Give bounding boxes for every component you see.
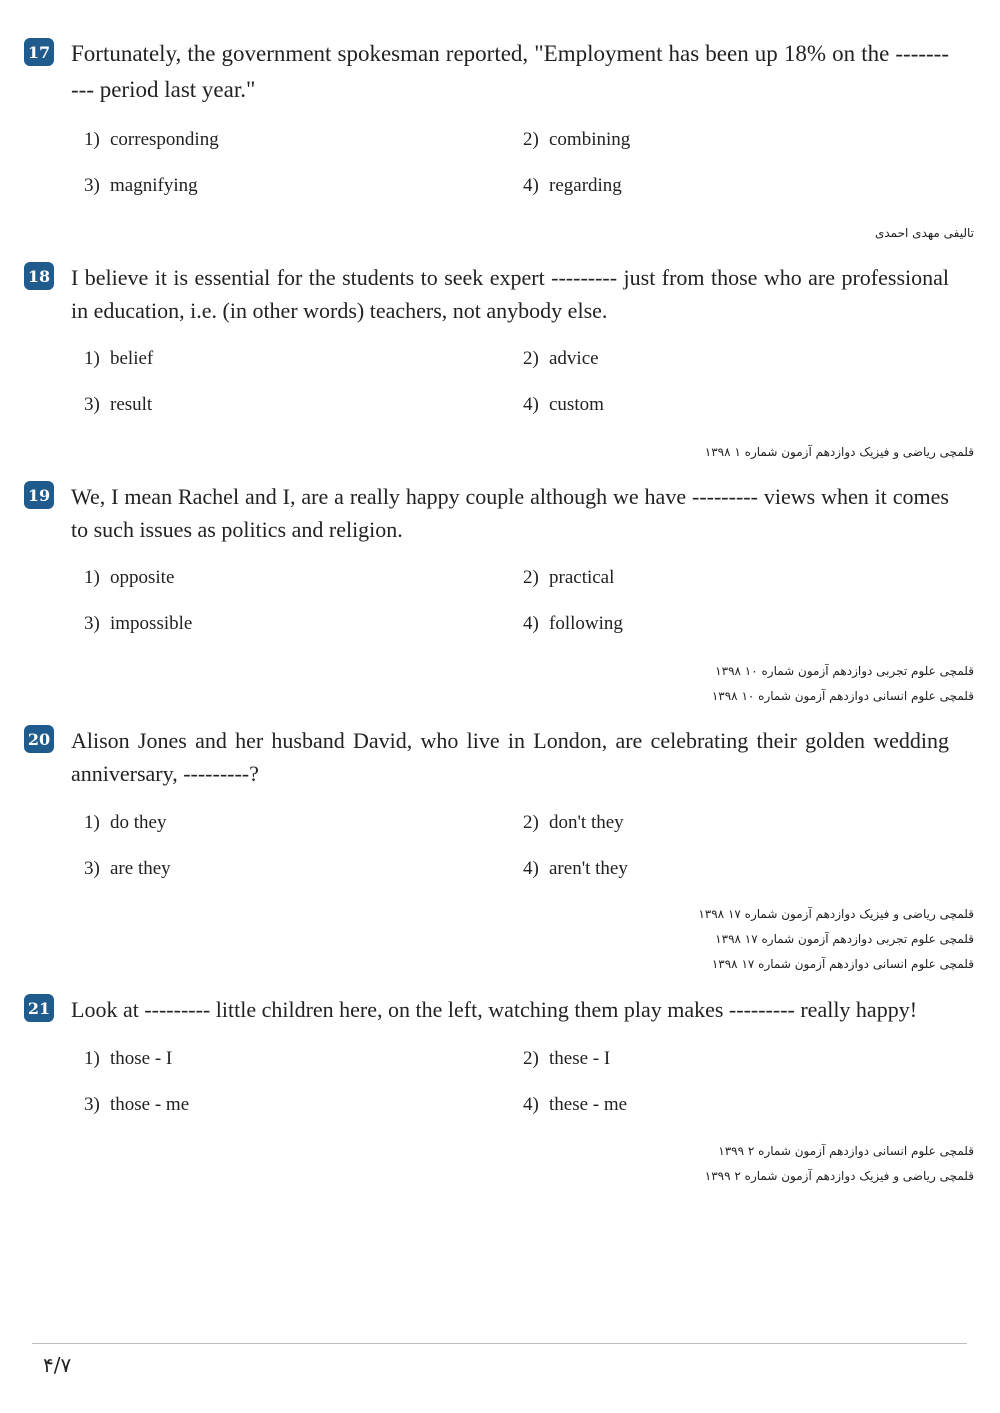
option-4[interactable]: 4) aren't they bbox=[523, 858, 628, 879]
option-text: following bbox=[549, 613, 623, 634]
option-3[interactable]: 3) magnifying bbox=[84, 175, 198, 196]
option-text: custom bbox=[549, 394, 604, 415]
footer-divider bbox=[32, 1343, 967, 1344]
question-number-badge: 21 bbox=[24, 994, 54, 1022]
source-note: تالیفی مهدی احمدی bbox=[874, 226, 974, 240]
option-text: advice bbox=[549, 348, 599, 369]
option-text: these - me bbox=[549, 1094, 628, 1115]
option-3[interactable]: 3) those - me bbox=[84, 1094, 190, 1115]
option-1[interactable]: 1) those - I bbox=[84, 1048, 173, 1069]
option-text: regarding bbox=[549, 175, 622, 196]
question-number-badge: 17 bbox=[24, 38, 54, 66]
question-text: Alison Jones and her husband David, who live in London, are celebrating their golden wedding anniversary, ---------? bbox=[71, 728, 949, 786]
option-4[interactable]: 4) regarding bbox=[523, 175, 622, 196]
option-text: those - I bbox=[110, 1048, 173, 1069]
option-text: belief bbox=[110, 348, 154, 369]
option-text: result bbox=[110, 394, 153, 415]
option-4[interactable]: 4) following bbox=[523, 613, 623, 634]
question-text: I believe it is essential for the students to seek expert --------- just from those who are professional in education, i.e. (in other words) teachers, not anybody else. bbox=[71, 265, 949, 323]
source-note: قلمچی علوم تجربی دوازدهم آزمون شماره ۱۰ ۱۳۹۸ bbox=[715, 664, 974, 678]
question-number-badge: 18 bbox=[24, 262, 54, 290]
option-1[interactable]: 1) opposite bbox=[84, 567, 175, 588]
question-text: We, I mean Rachel and I, are a really happy couple although we have --------- views when it comes to such issues as politics and religion. bbox=[71, 484, 949, 542]
source-note: قلمچی ریاضی و فیزیک دوازدهم آزمون شماره ۱۷ ۱۳۹۸ bbox=[698, 907, 974, 921]
source-note: قلمچی ریاضی و فیزیک دوازدهم آزمون شماره ۱ ۱۳۹۸ bbox=[704, 445, 974, 459]
option-text: impossible bbox=[110, 613, 193, 634]
page-number: ۴/۷ bbox=[43, 1353, 72, 1377]
source-note: قلمچی علوم انسانی دوازدهم آزمون شماره ۱۷ ۱۳۹۸ bbox=[711, 957, 974, 971]
option-text: aren't they bbox=[549, 858, 628, 879]
option-4[interactable]: 4) these - me bbox=[523, 1094, 628, 1115]
question-text: Look at --------- little children here, on the left, watching them play makes --------- really happy! bbox=[71, 997, 918, 1022]
option-4[interactable]: 4) custom bbox=[523, 394, 604, 415]
option-text: those - me bbox=[110, 1094, 190, 1115]
option-text: magnifying bbox=[110, 175, 198, 196]
source-note: قلمچی علوم تجربی دوازدهم آزمون شماره ۱۷ ۱۳۹۸ bbox=[715, 932, 974, 946]
option-text: do they bbox=[110, 812, 167, 833]
option-text: combining bbox=[549, 129, 631, 150]
option-text: corresponding bbox=[110, 129, 219, 150]
option-1[interactable]: 1) belief bbox=[84, 348, 154, 369]
option-text: don't they bbox=[549, 812, 624, 833]
option-2[interactable]: 2) practical bbox=[523, 567, 615, 588]
question-text: Fortunately, the government spokesman reported, "Employment has been up 18% on the ---------- period last year." bbox=[71, 41, 949, 102]
option-3[interactable]: 3) result bbox=[84, 394, 153, 415]
option-text: are they bbox=[110, 858, 171, 879]
option-2[interactable]: 2) don't they bbox=[523, 812, 624, 833]
option-text: practical bbox=[549, 567, 615, 588]
option-text: these - I bbox=[549, 1048, 611, 1069]
source-note: قلمچی علوم انسانی دوازدهم آزمون شماره ۲ ۱۳۹۹ bbox=[718, 1144, 974, 1158]
option-3[interactable]: 3) are they bbox=[84, 858, 171, 879]
option-1[interactable]: 1) corresponding bbox=[84, 129, 219, 150]
option-1[interactable]: 1) do they bbox=[84, 812, 167, 833]
option-3[interactable]: 3) impossible bbox=[84, 613, 193, 634]
option-2[interactable]: 2) combining bbox=[523, 129, 631, 150]
option-2[interactable]: 2) advice bbox=[523, 348, 599, 369]
source-note: قلمچی علوم انسانی دوازدهم آزمون شماره ۱۰ ۱۳۹۸ bbox=[711, 689, 974, 703]
source-note: قلمچی ریاضی و فیزیک دوازدهم آزمون شماره ۲ ۱۳۹۹ bbox=[704, 1169, 974, 1183]
option-text: opposite bbox=[110, 567, 175, 588]
question-number-badge: 19 bbox=[24, 481, 54, 509]
question-number-badge: 20 bbox=[24, 725, 54, 753]
option-2[interactable]: 2) these - I bbox=[523, 1048, 611, 1069]
